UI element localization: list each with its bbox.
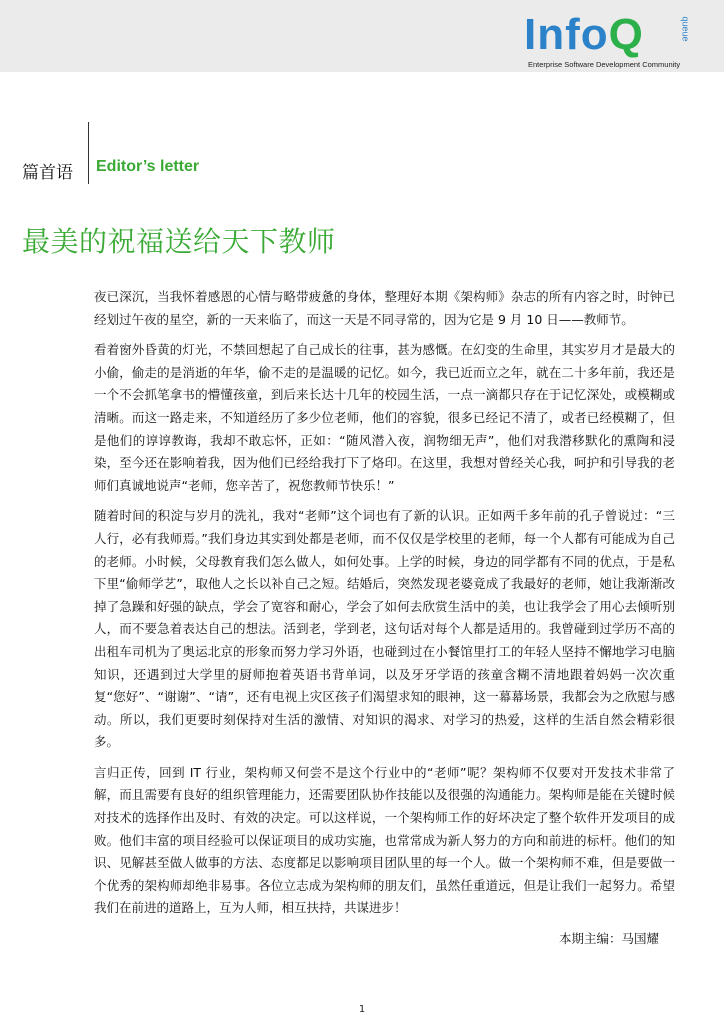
article-title: 最美的祝福送给天下教师 (22, 225, 336, 258)
logo-q-letter: Q (608, 10, 644, 59)
paragraph-2: 看着窗外昏黄的灯光，不禁回想起了自己成长的往事，甚为感慨。在幻变的生命里，其实岁月才是最大的小偷，偷走的是消逝的年华，偷不走的是温暖的记忆。如今，我已近而立之年，就在二十多年前，我还是一个不会抓笔拿书的懵懂孩童，到后来长达十几年的校园生活，一点一滴都只存在于记忆深处，或模糊或清晰。而这一路走来，不知道经历了多少位老师，他们的容貌，很多已经记不清了，或者已经模糊了，但是他们的谆谆教诲，我却不敢忘怀，正如：“随风潜入夜，润物细无声”，他们对我潜移默化的熏陶和浸染，至今还在影响着我，因为他们已经给我打下了烙印。在这里，我想对曾经关心我，呵护和引导我的老师们真诚地说声“老师，您辛苦了，祝您教师节快乐！” (94, 342, 675, 493)
editor-signature: 本期主编：马国耀 (558, 931, 659, 947)
header-bar (0, 0, 724, 72)
section-divider (88, 122, 89, 184)
paragraph-3: 随着时间的积淀与岁月的洗礼，我对“老师”这个词也有了新的认识。正如两千多年前的孔子曾说过：“三人行，必有我师焉。”我们身边其实到处都是老师，而不仅仅是学校里的老师，每一个人都有可能成为自己的老师。小时候，父母教育我们怎么做人，如何处事。上学的时候，身边的同学都有不同的优点，于是私下里“偷师学艺”，取他人之长以补自己之短。结婚后，突然发现老婆竟成了我最好的老师，她让我渐渐改掉了急躁和好强的缺点，学会了宽容和耐心，学会了如何去欣赏生活中的美，也让我学会了用心去倾听别人，而不要急着表达自己的想法。活到老，学到老，这句话对每个人都是适用的。我曾碰到过学历不高的出租车司机为了奥运北京的形象而努力学习外语，也碰到过在小餐馆里打工的年轻人坚持不懈地学习电脑知识，还遇到过大学里的厨师抱着英语书背单词，以及牙牙学语的孩童含糊不清地跟着妈妈一次次重复“您好”、“谢谢”、“请”，还有电视上灾区孩子们渴望求知的眼神，这一幕幕场景，我都会为之欣慰与感动。所以，我们更要时刻保持对生活的激情、对知识的渴求、对学习的热爱，这样的生活自然会精彩很多。 (94, 508, 675, 750)
paragraph-1: 夜已深沉，当我怀着感恩的心情与略带疲惫的身体，整理好本期《架构师》杂志的所有内容之时，时钟已经划过午夜的星空，新的一天来临了，而这一天是不同寻常的，因为它是 9 月 10 日——教师节。 (94, 289, 675, 327)
article-body (94, 286, 675, 950)
section-label-en: Editor’s letter (96, 158, 200, 175)
paragraph-4: 言归正传，回到 IT 行业，架构师又何尝不是这个行业中的“老师”呢？架构师不仅要对开发技术非常了解，而且需要有良好的组织管理能力，还需要团队协作技能以及很强的沟通能力。架构师是能在关键时候对技术的选择作出及时、有效的决定。可以这样说，一个架构师工作的好坏决定了整个软件开发项目的成败。他们丰富的项目经验可以保证项目的成功实施，也常常成为新人努力的方向和前进的标杆。他们的知识、见解甚至做人做事的方法、态度都足以影响项目团队里的每一个人。做一个架构师不难，但是要做一个优秀的架构师却绝非易事。各位立志成为架构师的朋友们，虽然任重道远，但是让我们一起努力。希望我们在前进的道路上，互为人师，相互扶持，共谋进步！ (94, 764, 675, 916)
logo-queue-text: queue (680, 16, 691, 42)
logo-tagline: Enterprise Software Development Community (528, 60, 681, 69)
page-number: 1 (358, 1004, 366, 1015)
section-label-cn: 篇首语 (22, 163, 73, 183)
logo-main-text: Info (524, 10, 609, 59)
infoq-logo (524, 10, 694, 70)
logo-wordmark (524, 10, 644, 60)
